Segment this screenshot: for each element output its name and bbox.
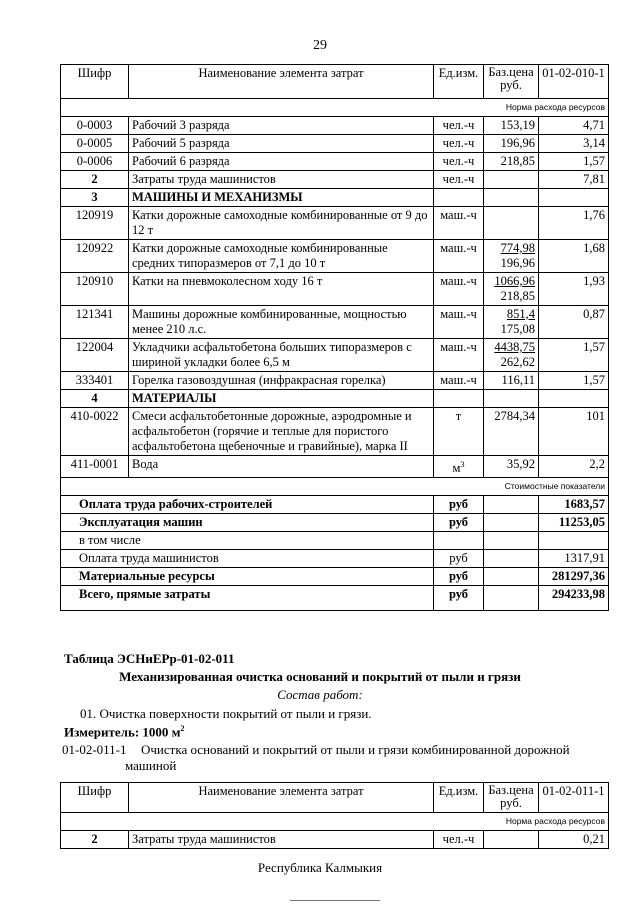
section-row-machines: 3 МАШИНЫ И МЕХАНИЗМЫ xyxy=(61,189,609,207)
section-title: Механизированная очистка оснований и покрытий от пыли и грязи xyxy=(119,669,521,684)
summary-row: Оплата труда рабочих-строителей руб 1683,57 xyxy=(61,496,609,514)
table-row: 2 Затраты труда машинистов чел.-ч 0,21 xyxy=(61,831,609,849)
work-composition-heading: Состав работ: xyxy=(277,687,363,702)
table-row: 0-0006 Рабочий 6 разряда чел.-ч 218,85 1,57 xyxy=(61,153,609,171)
table-row: 120919 Катки дорожные самоходные комбинированные от 9 до 12 т маш.-ч 1,76 xyxy=(61,207,609,240)
item-text-line2: машиной xyxy=(125,758,177,773)
table-row: 333401 Горелка газовоздушная (инфракрасная горелка) маш.-ч 116,11 1,57 xyxy=(61,372,609,390)
header-norm-code: 01-02-011-1 xyxy=(539,783,609,813)
header-code: Шифр xyxy=(61,65,129,99)
summary-row: Материальные ресурсы руб 281297,36 xyxy=(61,568,609,586)
table-row: 0-0005 Рабочий 5 разряда чел.-ч 196,96 3,14 xyxy=(61,135,609,153)
measure-label: Измеритель: 1000 $м^2$ xyxy=(64,724,185,740)
summary-row: в том числе xyxy=(61,532,609,550)
resource-table-1 xyxy=(60,64,609,611)
summary-row: Оплата труда машинистов руб 1317,91 xyxy=(61,550,609,568)
header-unit: Ед.изм. xyxy=(434,783,484,813)
norm-caption: Норма расхода ресурсов xyxy=(61,813,609,831)
resource-table-2 xyxy=(60,782,609,849)
table-row: 121341 Машины дорожные комбинированные, мощностью менее 210 л.с. маш.-ч 851,4 175,08 0,87 xyxy=(61,306,609,339)
item-text-line1: Очистка оснований и покрытий от пыли и грязи комбинированной дорожной xyxy=(141,742,570,757)
work-item: 01. Очистка поверхности покрытий от пыли и грязи. xyxy=(80,706,372,721)
table-row: 120910 Катки на пневмоколесном ходу 16 т маш.-ч 1066,96 218,85 1,93 xyxy=(61,273,609,306)
table-row: 122004 Укладчики асфальтобетона больших типоразмеров с шириной укладки более 6,5 м маш.-ч 4438,75 262,62 1,57 xyxy=(61,339,609,372)
table-row: 411-0001 Вода $м^3$ 35,92 2,2 xyxy=(61,456,609,478)
page-number: 29 xyxy=(313,38,327,53)
header-norm-code: 01-02-010-1 xyxy=(539,65,609,99)
footer: Республика Калмыкия xyxy=(257,860,383,875)
table-label: Таблица ЭСНиЕРр-01-02-011 xyxy=(64,651,235,666)
norm-caption: Норма расхода ресурсов xyxy=(61,99,609,117)
table-row: 410-0022 Смеси асфальтобетонные дорожные, аэродромные и асфальтобетон (горячие и теплые для пористого асфальтобетона щебеночные и гравийные), марка II т 2784,34 101 xyxy=(61,408,609,456)
header-name: Наименование элемента затрат xyxy=(129,783,434,813)
bottom-rule xyxy=(290,900,380,901)
section-row-materials: 4 МАТЕРИАЛЫ xyxy=(61,390,609,408)
summary-row: Эксплуатация машин руб 11253,05 xyxy=(61,514,609,532)
header-base-price: Баз.цена руб. xyxy=(484,783,539,813)
table-row: 120922 Катки дорожные самоходные комбинированные средних типоразмеров от 7,1 до 10 т маш.-ч 774,98 196,96 1,68 xyxy=(61,240,609,273)
item-code: 01-02-011-1 xyxy=(62,742,127,757)
header-unit: Ед.изм. xyxy=(434,65,484,99)
summary-row: Всего, прямые затраты руб 294233,98 xyxy=(61,586,609,611)
table-row: 2 Затраты труда машинистов чел.-ч 7,81 xyxy=(61,171,609,189)
header-base-price: Баз.цена руб. xyxy=(484,65,539,99)
header-name: Наименование элемента затрат xyxy=(129,65,434,99)
header-code: Шифр xyxy=(61,783,129,813)
table-row: 0-0003 Рабочий 3 разряда чел.-ч 153,19 4,71 xyxy=(61,117,609,135)
cost-caption: Стоимостные показатели xyxy=(61,478,609,496)
